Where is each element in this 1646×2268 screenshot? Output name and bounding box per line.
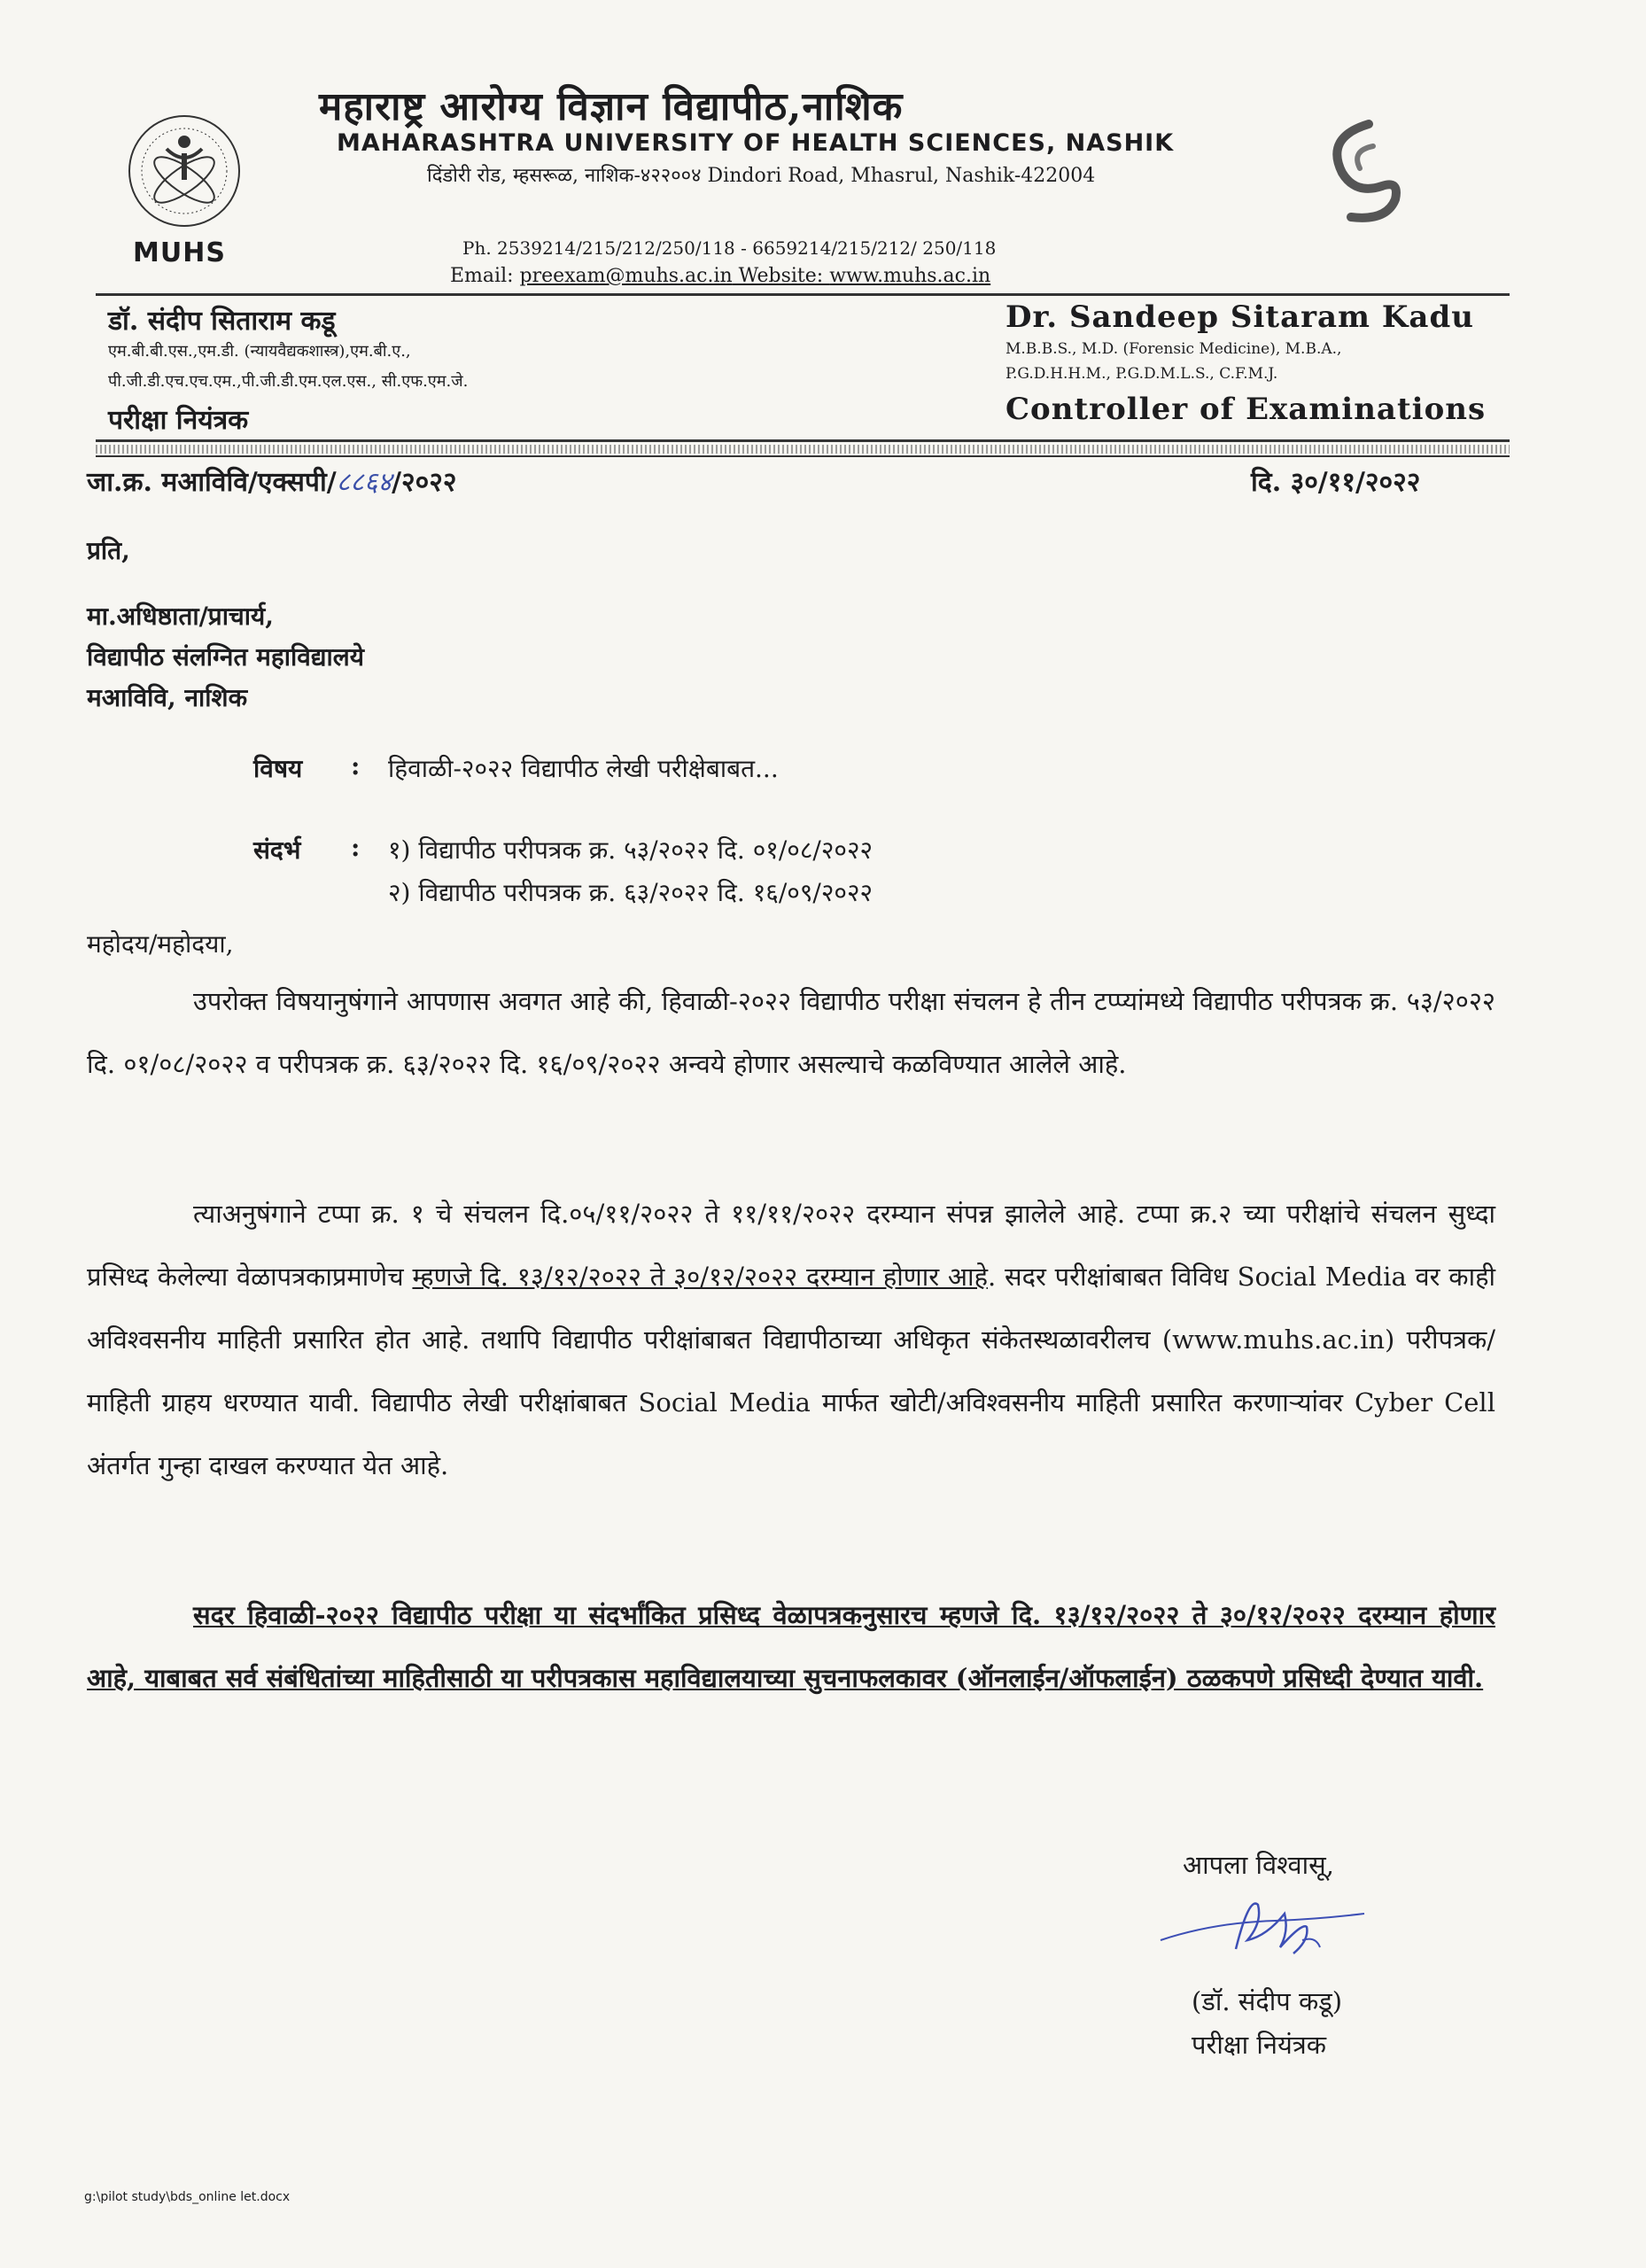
handwritten-signature (1152, 1887, 1382, 1976)
controller-divider-top (96, 439, 1510, 442)
university-swirl-logo (1289, 111, 1466, 266)
ref-prefix: जा.क्र. मआविवि/एक्सपी/ (87, 467, 337, 498)
controller-name-english: Dr. Sandeep Sitaram Kadu (1005, 299, 1474, 335)
university-address: दिंडोरी रोड, म्हसरूळ, नाशिक-४२२००४ Dindori Road, Mhasrul, Nashik-422004 (427, 165, 1096, 187)
file-path-footer: g:\pilot study\bds_online let.docx (84, 2190, 291, 2204)
controller-qualification-marathi-2: पी.जी.डी.एच.एच.एम.,पी.जी.डी.एम.एल.एस., सी.एफ.एम.जे. (108, 372, 469, 391)
paragraph-2-underlined: म्हणजे दि. १३/१२/२०२२ ते ३०/१२/२०२२ दरम्यान होणार आहे (412, 1262, 988, 1292)
controller-qualification-english-1: M.B.B.S., M.D. (Forensic Medicine), M.B.A., (1005, 340, 1342, 358)
controller-title-english: Controller of Examinations (1005, 392, 1487, 427)
controller-qualification-english-2: P.G.D.H.H.M., P.G.D.M.L.S., C.F.M.J. (1005, 365, 1278, 383)
letter-date: दि. ३०/११/२०२२ (1251, 467, 1421, 498)
header-divider (96, 293, 1510, 296)
paragraph-3: सदर हिवाळी-२०२२ विद्यापीठ परीक्षा या संदर्भांकित प्रसिध्द वेळापत्रकनुसारच म्हणजे दि. १३/१२/२०२२ ते ३०/१२/२०२२ दरम्यान होणार आहे, याबाबत सर्व संबंधितांच्या माहितीसाठी या परीपत्रकास महाविद्यालयाच्या सुचनाफलकावर (ऑनलाईन/ऑफलाईन) ठळकपणे प्रसिध्दी देण्यात यावी. (87, 1600, 1495, 1693)
recipient-line-3: मआविवि, नाशिक (87, 683, 248, 712)
website-label: Website: (732, 265, 830, 287)
reference-colon: : (351, 833, 361, 862)
signatory-title: परीक्षा नियंत्रक (1192, 2030, 1327, 2060)
salutation: महोदय/महोदया, (87, 929, 234, 959)
reference-label: संदर्भ (253, 835, 301, 865)
subject-text: हिवाळी-२०२२ विद्यापीठ लेखी परीक्षेबाबत... (388, 754, 779, 783)
reference-number (87, 462, 456, 499)
controller-divider-bottom (96, 455, 1510, 457)
paragraph-2-part-b: . सदर परीक्षांबाबत विविध Social Media वर काही अविश्वसनीय माहिती प्रसारित होत आहे. तथापि विद्यापीठ परीक्षांबाबत विद्यापीठाच्या अधिकृत संकेतस्थळावरीलच (www.muhs.ac.in) परीपत्रक/माहिती ग्राहय धरण्यात यावी. विद्यापीठ लेखी परीक्षांबाबत Social Media मार्फत खोटी/अविश्वसनीय माहिती प्रसारित करणाऱ्यांवर Cyber Cell अंतर्गत गुन्हा दाखल करण्यात येत आहे. (87, 1262, 1495, 1480)
university-name-english: MAHARASHTRA UNIVERSITY OF HEALTH SCIENCES, NASHIK (337, 129, 1175, 157)
ref-suffix: /२०२२ (392, 467, 457, 498)
paragraph-1: उपरोक्त विषयानुषंगाने आपणास अवगत आहे की, हिवाळी-२०२२ विद्यापीठ परीक्षा संचलन हे तीन टप्प्यांमध्ये विद्यापीठ परीपत्रक क्र. ५३/२०२२ दि. ०१/०८/२०२२ व परीपत्रक क्र. ६३/२०२२ दि. १६/०९/२०२२ अन्वये होणार असल्याचे कळविण्यात आलेले आहे. (87, 986, 1495, 1079)
subject-colon: : (351, 751, 361, 781)
recipient-line-2: विद्यापीठ संलग्नित महाविद्यालये (87, 642, 364, 672)
watermark-strip (96, 445, 1510, 454)
controller-qualification-marathi-1: एम.बी.बी.एस.,एम.डी. (न्यायवैद्यकशास्त्र),एम.बी.ए., (108, 342, 411, 361)
closing: आपला विश्वासू, (1183, 1850, 1334, 1880)
recipient-line-1: मा.अधिष्ठाता/प्राचार्य, (87, 602, 274, 631)
email-label: Email: (450, 265, 520, 287)
subject-label: विषय (253, 754, 303, 783)
reference-item-1: १) विद्यापीठ परीपत्रक क्र. ५३/२०२२ दि. ०१/०८/२०२२ (388, 835, 873, 865)
university-phone: Ph. 2539214/215/212/250/118 - 6659214/215/212/ 250/118 (462, 237, 997, 259)
to-line: प्रति, (87, 536, 130, 565)
logo-text: MUHS (133, 237, 226, 268)
reference-item-2: २) विद्यापीठ परीपत्रक क्र. ६३/२०२२ दि. १६/०९/२०२२ (388, 878, 873, 907)
website-link[interactable]: www.muhs.ac.in (829, 265, 991, 287)
signatory-name: (डॉ. संदीप कडू) (1192, 1986, 1343, 2016)
controller-name-marathi: डॉ. संदीप सिताराम कडू (108, 306, 336, 337)
university-name-marathi: महाराष्ट्र आरोग्य विज्ञान विद्यापीठ,नाशिक (319, 84, 904, 129)
ref-handwritten-number: ८८६४ (336, 467, 392, 498)
paragraph-2 (87, 1183, 1495, 1497)
controller-title-marathi: परीक्षा नियंत्रक (108, 405, 249, 436)
contact-line (450, 265, 990, 287)
paragraph-2-part-a: त्याअनुषंगाने टप्पा क्र. १ चे संचलन दि.०५/११/२०२२ ते ११/११/२०२२ दरम्यान संपन्न झालेले आहे. टप्पा क्र.२ च्या परीक्षांचे संचलन सुध्दा प्रसिध्द केलेल्या वेळापत्रकाप्रमाणेच (87, 1199, 1495, 1292)
email-link[interactable]: preexam@muhs.ac.in (519, 265, 733, 287)
